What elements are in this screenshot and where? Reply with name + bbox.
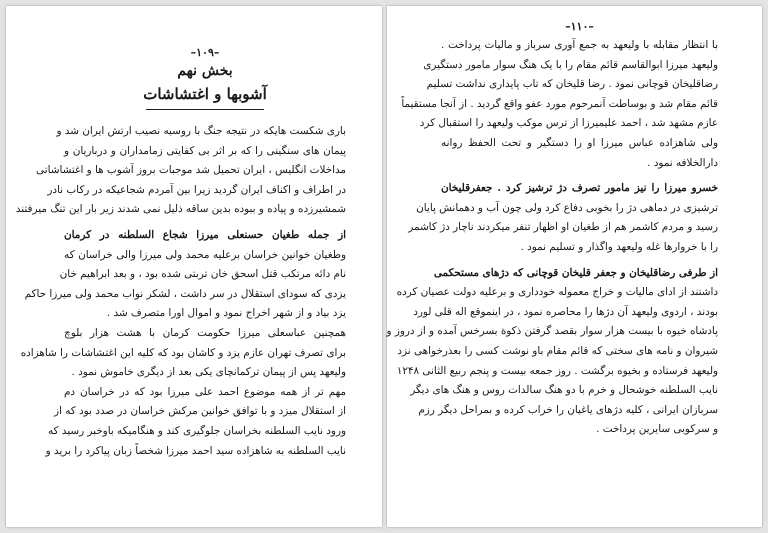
text-line: باری شکست هایکه در نتیجه جنگ با روسیه نصیب ارتش ایران شد و xyxy=(56,125,346,137)
text-line: و سرکوبی سایرین پرداخت . xyxy=(596,423,718,436)
text-line: مداخلات انگلیس ، ایران تحمیل شد موجبات بروز آشوب ها و اغتشاشاتی xyxy=(36,164,346,177)
text-line: برای تصرف تهران عازم یزد و کاشان بود که کلیه این اغتشاشات را شاهزاده xyxy=(20,346,346,359)
text-line: با انتظار مقابله با ولیعهد به جمع آوری سرباز و مالیات پرداخت . xyxy=(441,39,718,51)
text-line: ترشیزی در دماهی دژ را بخوبی دفاع کرد ولی چون آب و دهمانش پایان xyxy=(416,201,718,214)
text-line: شمشیرزده و پیاده و ببوده بدین ساقه ذلیل نمی شدند زیر بار این تنگ میرفتند xyxy=(15,203,346,216)
heading-rule xyxy=(146,109,264,110)
text-line: نام دائه مرتکب قتل اسحق خان تربتی شده بود ، و بعد ابراهیم خان xyxy=(59,268,346,281)
text-line: یزدی که سودای استقلال در سر داشت ، لشکر نواب محمد ولی میرزا حاکم xyxy=(24,287,346,300)
right-page-text xyxy=(386,36,718,440)
text-line: رسید و مردم کاشمر هم از طغیان او اظهار تنفر میکردند ناچار دژ کاشمر xyxy=(408,221,718,234)
text-line: ولیعهد پس از پیمان ترکمانچای یکی بعد از دیگری خاموش نمود . xyxy=(71,366,346,379)
text-line: پیمان های سنگینی را که بر اثر بی کفایتی زمامداران و درباریان و xyxy=(64,144,346,157)
text-line: رضاقلیخان قوچانی نمود . رضا قلیخان که تاب پایداری نداشت تسلیم xyxy=(426,78,718,91)
chapter-subtitle: آشوبها و اغتشاشات xyxy=(143,85,267,103)
text-line: شیروان و نامه های سختی که قائم مقام باو نوشت کسی را بعذرخواهی نزد xyxy=(397,344,718,357)
text-line: از استقلال میزد و با توافق خوانین مرکش خراسان در صدد بود که از xyxy=(53,405,346,418)
text-line: در اطراف و اکناف ایران گردید زیرا بین آمردم شجاعیکه در رکاب نادر xyxy=(47,183,346,196)
text-line: پادشاه خیوه با بیست هزار سوار بقصد گرفتن ذکوة بسرخس آمده و از دروز و xyxy=(386,325,718,338)
text-line: نایب السلطنه به شاهزاده سید احمد میرزا شخصاً زبان پیاکرد را برید و xyxy=(45,444,346,457)
right-page xyxy=(387,6,762,527)
text-line: ولی شاهزاده عباس میرزا او را دستگیر و تحت الحفظ روانه xyxy=(441,136,718,149)
left-page xyxy=(6,6,382,527)
text-line: یزد بیاد و از شهر اخراج نمود و اموال اورا متصرف شد . xyxy=(106,307,346,320)
text-line: از جمله طغیان حسنعلی میرزا شجاع السلطنه در کرمان xyxy=(64,228,346,241)
text-line: داشتند از ادای مالیات و خراج معموله خودداری و برعلیه دولت عصیان کرده xyxy=(396,286,718,299)
right-page-number: –۱۱۰– xyxy=(565,20,594,33)
chapter-heading: بخش نهم xyxy=(177,63,233,79)
text-line: سربازان ایرانی ، کلیه دژهای یاغیان را خراب کرده و بمراحل دیگر رزم xyxy=(418,403,718,416)
text-line: همچنین عباسعلی میرزا حکومت کرمان با هشت هزار بلوچ xyxy=(64,326,346,339)
text-line: خسرو میرزا را نیز مامور تصرف دژ ترشیز کرد . جعفرقلیخان xyxy=(441,182,718,195)
text-line: عازم مشهد شد ، احمد علیمیرزا از ترس موکب ولیعهد را استقبال کرد xyxy=(419,117,718,130)
text-line: ولیعهد فرستاده و بخیوه برگشت . روز جمعه بیست و پنجم ربیع الثانی ۱۲۴۸ xyxy=(396,364,718,377)
text-line: ولیعهد میرزا ابوالقاسم قائم مقام را با یک هنگ سوار مامور دستگیری xyxy=(423,58,718,71)
text-line: بودند ، اردوی ولیعهد آن دژها را محاصره نمود ، در اینموقع اله قلی لورد xyxy=(413,305,718,318)
text-line: را با خروارها غله ولیعهد واگذار و تسلیم نمود . xyxy=(520,240,718,253)
text-line: نایب السلطنه خوشحال و خرم با دو هنگ سالدات روس و هنگ های دیگر xyxy=(410,384,718,397)
text-line: وطغیان خوانین خراسان برعلیه محمد ولی میرزا والی خراسان که xyxy=(64,248,346,261)
text-line: از طرفی رضاقلیخان و جعفر قلیخان قوچانی که دژهای مستحکمی xyxy=(433,266,718,279)
text-line: قائم مقام شد و بوساطت آنمرحوم مورد عفو واقع گردید . از آنجا مستقیماً xyxy=(401,97,718,110)
text-line: ورود نایب السلطنه بخراسان جلوگیری کند و هنگامیکه باوخبر رسید که xyxy=(47,424,346,437)
left-page-number: –۱۰۹– xyxy=(190,46,220,59)
left-page-text xyxy=(15,122,346,461)
text-line: دارالخلافه نمود . xyxy=(647,156,718,169)
text-line: مهم تر از همه موضوع احمد علی میرزا بود که در خراسان دم xyxy=(64,385,346,398)
